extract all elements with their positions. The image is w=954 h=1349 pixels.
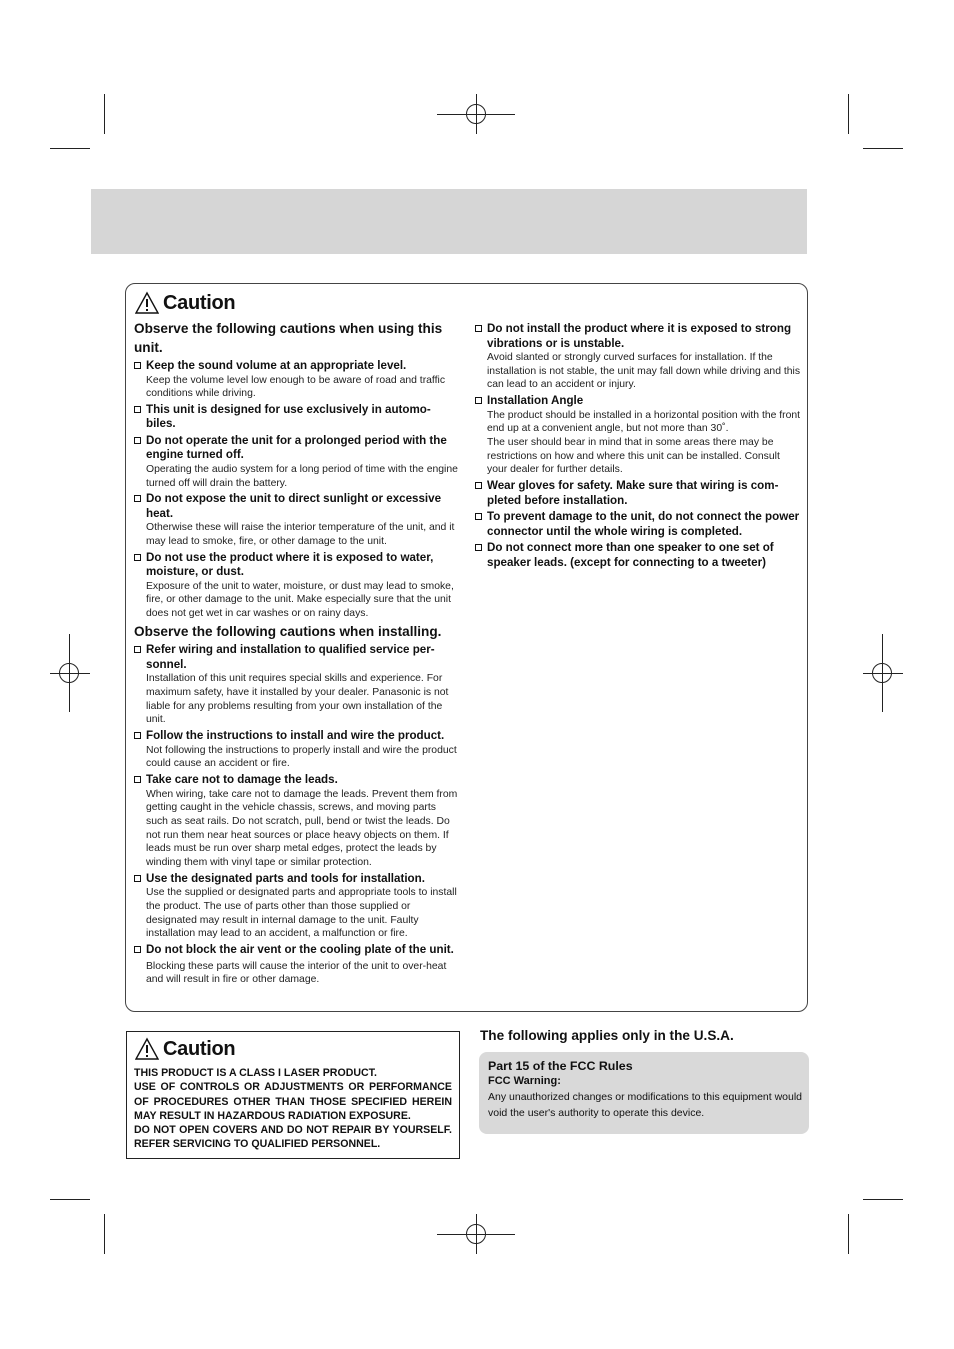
list-item <box>134 403 459 432</box>
checkbox-bullet-icon <box>134 406 141 413</box>
item-heading: Wear gloves for safety. Make sure that wiring is com-pleted before installation. <box>487 479 779 507</box>
list-item <box>475 322 802 392</box>
caution-header <box>135 291 235 315</box>
item-heading: Refer wiring and installation to qualified service per-sonnel. <box>146 643 435 671</box>
item-heading: This unit is designed for use exclusively in automo-biles. <box>146 402 431 431</box>
checkbox-bullet-icon <box>134 946 141 953</box>
item-body: Exposure of the unit to water, moisture, or dust may lead to smoke, fire, or other damage to the unit. Make especially sure that the unit does not get wet in car washes or on rainy days. <box>146 580 454 620</box>
laser-warning-text <box>134 1066 452 1152</box>
item-heading: Use the designated parts and tools for installation. <box>146 871 425 885</box>
item-heading: Follow the instructions to install and wire the product. <box>146 729 445 743</box>
item-body: Use the supplied or designated parts and appropriate tools to install the product. The use of parts other than those supplied or designated may result in internal damage to the unit. Faulty installation may lead to an accident, a malfunction or fire. <box>146 887 457 940</box>
list-item <box>134 872 459 941</box>
item-heading: Do not install the product where it is exposed to strong vibrations or is unstable. <box>487 322 792 350</box>
fcc-rules-title: Part 15 of the FCC Rules <box>488 1059 633 1073</box>
checkbox-bullet-icon <box>134 646 141 653</box>
item-body: The user should bear in mind that in some areas there may be restrictions on how and where this unit can be installed. Consult your dealer for further details. <box>487 437 780 476</box>
warning-triangle-icon <box>135 1037 159 1061</box>
item-heading: To prevent damage to the unit, do not connect the power connector until the whole wiring is completed. <box>487 510 800 538</box>
item-heading: Installation Angle <box>487 394 584 408</box>
list-item <box>475 479 802 508</box>
laser-line: USE OF CONTROLS OR ADJUSTMENTS OR PERFORMANCE OF PROCEDURES OTHER THAN THOSE SPECIFIED HEREIN MAY RESULT IN HAZARDOUS RADIATION EXPOSURE. <box>134 1081 452 1122</box>
caution-title: Caution <box>163 291 236 314</box>
checkbox-bullet-icon <box>134 554 141 561</box>
crop-mark <box>863 1199 903 1200</box>
checkbox-bullet-icon <box>475 513 482 520</box>
checkbox-bullet-icon <box>475 544 482 551</box>
checkbox-bullet-icon <box>134 875 141 882</box>
section-title: Observe the following cautions when installing. <box>134 623 442 639</box>
crop-mark <box>104 1214 105 1254</box>
checkbox-bullet-icon <box>475 482 482 489</box>
checkbox-bullet-icon <box>475 397 482 404</box>
laser-line: THIS PRODUCT IS A CLASS I LASER PRODUCT. <box>134 1067 377 1079</box>
item-body: Avoid slanted or strongly curved surfaces for installation. If the installation is not stable, the unit may fall down while driving and this can lead to an accident or injury. <box>487 352 801 391</box>
item-heading: Keep the sound volume at an appropriate level. <box>146 359 407 372</box>
checkbox-bullet-icon <box>134 362 141 369</box>
crop-mark <box>848 94 849 134</box>
item-body: Operating the audio system for a long period of time with the engine turned off will drain the battery. <box>146 463 458 489</box>
list-item <box>134 943 459 987</box>
list-item <box>134 434 459 490</box>
crop-mark <box>848 1214 849 1254</box>
crop-mark <box>104 94 105 134</box>
crop-mark <box>863 148 903 149</box>
item-heading: Do not block the air vent or the cooling plate of the unit. <box>146 943 454 957</box>
registration-circle <box>466 1224 486 1244</box>
list-item <box>134 359 459 401</box>
right-column <box>475 322 802 572</box>
checkbox-bullet-icon <box>134 732 141 739</box>
fcc-warning-text: Any unauthorized changes or modifications to this equipment would void the user's authority to operate this device. <box>488 1091 803 1119</box>
item-heading: Take care not to damage the leads. <box>146 773 338 787</box>
crop-mark <box>50 1199 90 1200</box>
checkbox-bullet-icon <box>134 437 141 444</box>
item-body: When wiring, take care not to damage the leads. Prevent them from getting caught in the vehicle chassis, screws, and moving parts such as seat rails. Do not scratch, pull, bend or twist the leads. Do not run them near heat sources or place heavy objects on them. If leads must be run over sharp metal edges, protect the leads by winding them with vinyl tape or similar protection. <box>146 788 458 869</box>
fcc-heading: The following applies only in the U.S.A. <box>480 1028 734 1043</box>
registration-circle <box>872 663 892 683</box>
checkbox-bullet-icon <box>134 495 141 502</box>
fcc-content <box>488 1058 803 1121</box>
item-body: Blocking these parts will cause the interior of the unit to over-heat and will result in fire or other damage. <box>146 960 447 986</box>
item-heading: Do not expose the unit to direct sunlight or excessive heat. <box>146 492 442 520</box>
item-body: Keep the volume level low enough to be aware of road and traffic conditions while driving. <box>146 374 446 400</box>
list-item <box>475 510 802 539</box>
laser-line: DO NOT OPEN COVERS AND DO NOT REPAIR BY YOURSELF. REFER SERVICING TO QUALIFIED PERSONNEL. <box>134 1124 452 1151</box>
checkbox-bullet-icon <box>475 325 482 332</box>
item-body: Otherwise these will raise the interior temperature of the unit, and it may lead to smoke, fire, or other damage to the unit. <box>146 522 455 548</box>
item-body: Installation of this unit requires special skills and experience. For maximum safety, have it installed by your dealer. Panasonic is not liable for any problems resulting from your own installation of the unit. <box>146 673 449 726</box>
laser-caution-header <box>135 1037 235 1061</box>
item-body: The product should be installed in a horizontal position with the front end up at a convenient angle, but not more than 30˚. <box>487 409 801 435</box>
left-column <box>134 320 459 989</box>
laser-caution-title: Caution <box>163 1037 236 1060</box>
list-item <box>134 551 459 621</box>
crop-mark <box>50 148 90 149</box>
item-heading: Do not operate the unit for a prolonged period with the engine turned off. <box>146 433 447 462</box>
fcc-warning-label: FCC Warning: <box>488 1075 561 1087</box>
list-item <box>134 643 459 727</box>
list-item <box>134 773 459 870</box>
item-body: Not following the instructions to properly install and wire the product could cause an accident or fire. <box>146 744 457 770</box>
item-heading: Do not use the product where it is exposed to water, moisture, or dust. <box>146 550 434 579</box>
warning-triangle-icon <box>135 291 159 315</box>
item-heading: Do not connect more than one speaker to one set of speaker leads. (except for connecting to a tweeter) <box>487 541 774 569</box>
header-band <box>91 189 807 254</box>
registration-circle <box>466 104 486 124</box>
list-item <box>134 492 459 548</box>
list-item <box>475 394 802 477</box>
list-item <box>475 541 802 570</box>
checkbox-bullet-icon <box>134 776 141 783</box>
registration-circle <box>59 663 79 683</box>
list-item <box>134 729 459 771</box>
section-title: Observe the following cautions when using this unit. <box>134 321 443 355</box>
